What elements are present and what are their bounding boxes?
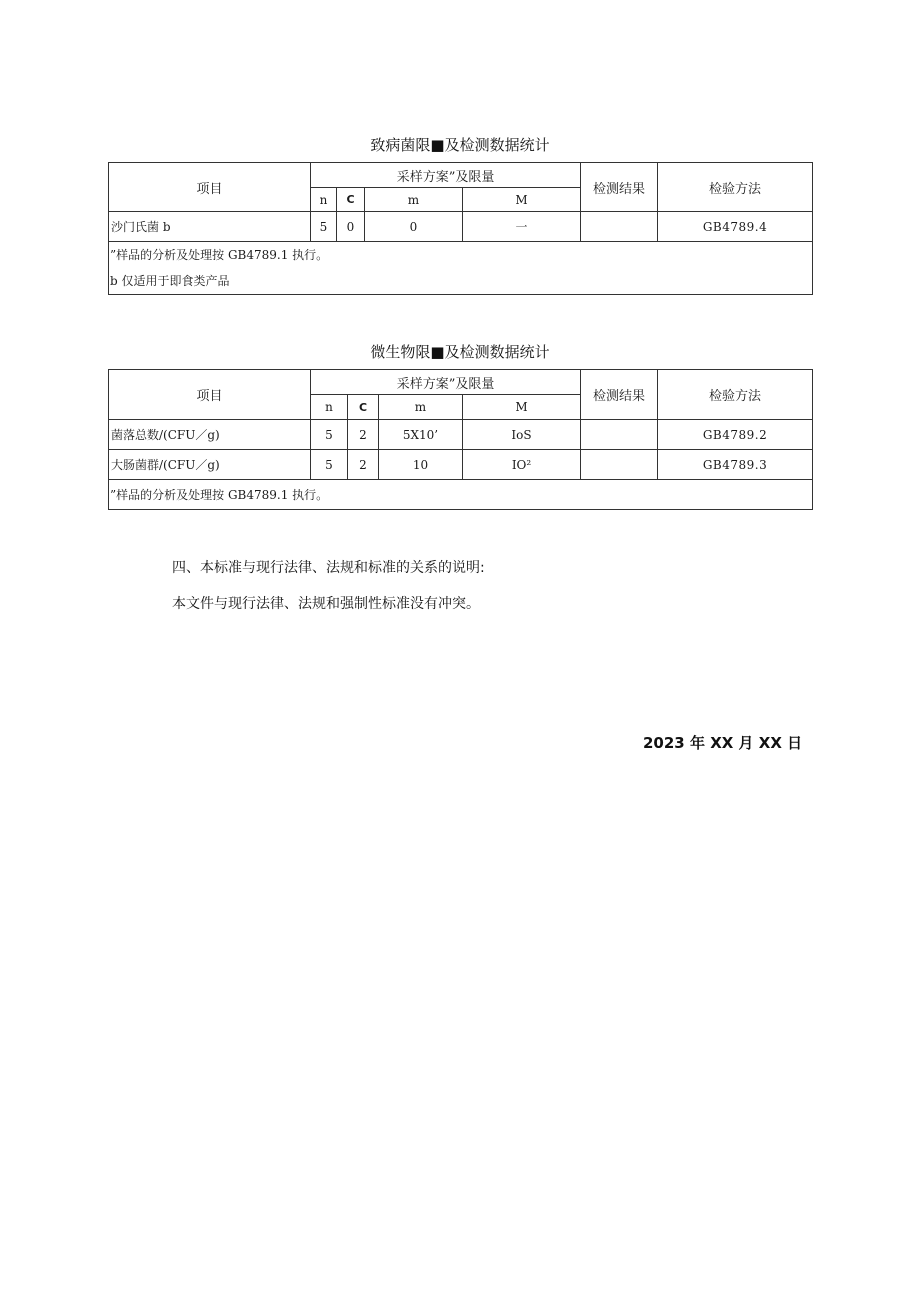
row-M: IoS (463, 420, 581, 450)
pathogen-limits-table (108, 162, 813, 295)
row-c: 0 (337, 212, 365, 242)
table2-title: 微生物限■及检测数据统计 (370, 343, 550, 361)
row-result (581, 212, 658, 242)
row-n: 5 (311, 450, 348, 480)
header-n: n (311, 395, 348, 420)
table-row (109, 420, 813, 450)
microbial-limits-table (108, 369, 813, 510)
row-m: 10 (379, 450, 463, 480)
row-method: GB4789.4 (658, 212, 813, 242)
footnote-a: ”样品的分析及处理按 GB4789.1 执行。 (110, 487, 329, 502)
header-c: C (337, 188, 365, 212)
header-sampling-plan: 采样方案”及限量 (311, 163, 581, 188)
header-sampling-plan: 采样方案”及限量 (311, 370, 581, 395)
row-c: 2 (348, 450, 379, 480)
header-test-result: 检测结果 (581, 370, 658, 420)
row-result (581, 420, 658, 450)
header-m: m (379, 395, 463, 420)
header-M: M (463, 188, 581, 212)
header-n: n (311, 188, 337, 212)
row-c: 2 (348, 420, 379, 450)
section-body: 本文件与现行法律、法规和强制性标准没有冲突。 (172, 596, 480, 612)
row-M: 一 (463, 212, 581, 242)
row-item: 大肠菌群/(CFU／g) (109, 450, 311, 480)
row-M: IO² (463, 450, 581, 480)
table-notes (109, 480, 813, 510)
header-test-result: 检测结果 (581, 163, 658, 212)
table1-title: 致病菌限■及检测数据统计 (370, 136, 550, 154)
table-row (109, 450, 813, 480)
header-c: C (348, 395, 379, 420)
header-test-method: 检验方法 (658, 163, 813, 212)
header-m: m (365, 188, 463, 212)
header-item: 项目 (109, 370, 311, 420)
row-item: 菌落总数/(CFU／g) (109, 420, 311, 450)
row-item: 沙门氏菌 b (109, 212, 311, 242)
row-method: GB4789.2 (658, 420, 813, 450)
footnote-b: b 仅适用于即食类产品 (110, 274, 230, 288)
footnote-a: ”样品的分析及处理按 GB4789.1 执行。 (110, 248, 329, 262)
row-n: 5 (311, 212, 337, 242)
header-test-method: 检验方法 (658, 370, 813, 420)
row-n: 5 (311, 420, 348, 450)
table-row (109, 212, 813, 242)
row-method: GB4789.3 (658, 450, 813, 480)
row-m: 5X10’ (379, 420, 463, 450)
header-item: 项目 (109, 163, 311, 212)
header-M: M (463, 395, 581, 420)
table-notes (109, 242, 813, 295)
row-m: 0 (365, 212, 463, 242)
section-heading: 四、本标准与现行法律、法规和标准的关系的说明: (172, 560, 485, 576)
row-result (581, 450, 658, 480)
document-date: 2023 年 XX 月 XX 日 (643, 734, 803, 752)
